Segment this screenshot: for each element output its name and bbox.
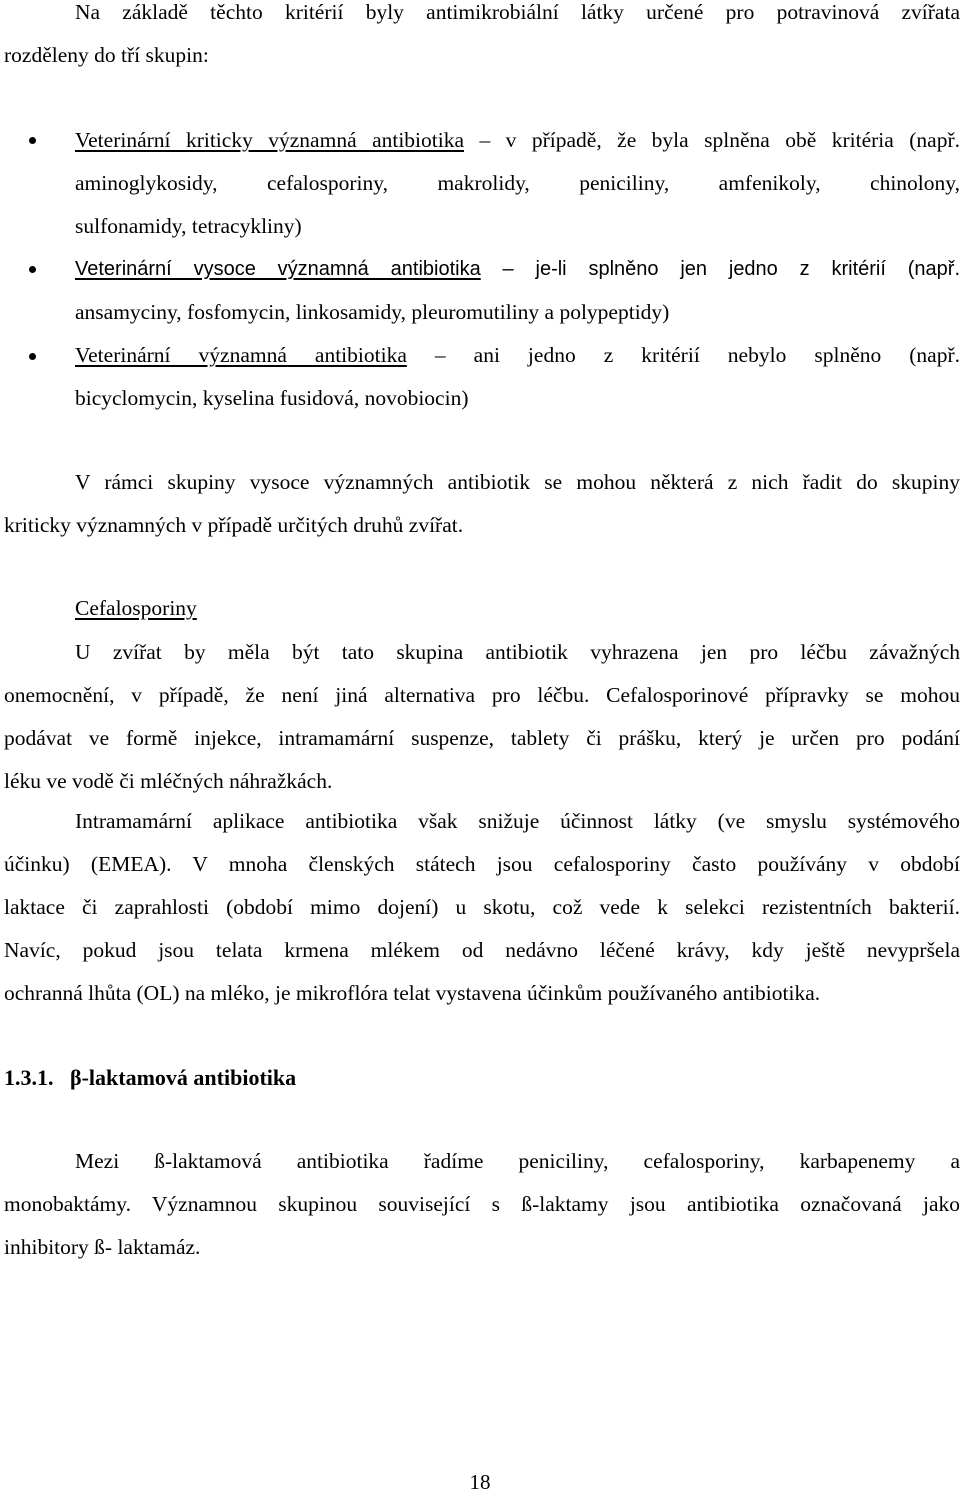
text-line: monobaktámy. Významnou skupinou související s ß-laktamy jsou antibiotika označovaná jako [4,1192,960,1216]
text-line: bicyclomycin, kyselina fusidová, novobiocin) [75,386,469,410]
text-line: aminoglykosidy, cefalosporiny, makrolidy, peniciliny, amfenikoly, chinolony, [75,171,960,195]
subheading-cefalosporiny [4,587,960,630]
text-line: účinku) (EMEA). V mnoha členských státech jsou cefalosporiny často používány v období [4,852,960,876]
text-fragment: – ani jedno z kritérií nebylo splněno (např. [406,343,960,367]
cefalosporiny-paragraph-2 [4,800,960,1015]
text-line: Na základě těchto kritérií byly antimikrobiální látky určené pro potravinová zvířata [75,0,960,24]
text-line: laktace či zaprahlosti (období mimo dojení) u skotu, což vede k selekci rezistentních bakterií. [4,895,960,919]
text-line [75,334,960,377]
text-line: kriticky významných v případě určitých druhů zvířat. [4,513,464,537]
section-number: 1.3.1. [4,1065,54,1090]
text-line: rozděleny do tří skupin: [4,43,209,67]
term: Veterinární vysoce významná antibiotika [75,258,481,280]
text-line: ochranná lhůta (OL) na mléko, je mikroflóra telat vystavena účinkům používaného antibiotika. [4,981,821,1005]
term: Veterinární kriticky významná antibiotika [75,128,465,152]
cefalosporiny-paragraph-1 [4,631,960,803]
text-line: Mezi ß-laktamová antibiotika řadíme peniciliny, cefalosporiny, karbapenemy a [75,1149,960,1173]
text-line: Intramamární aplikace antibiotika však snižuje účinnost látky (ve smyslu systémového [75,809,960,833]
list-item [75,119,960,248]
text-line: onemocnění, v případě, že není jiná alternativa pro léčbu. Cefalosporinové přípravky se mohou [4,683,960,707]
text-line: sulfonamidy, tetracykliny) [75,214,302,238]
page-number: 18 [469,1470,491,1494]
text-line [75,119,960,162]
bullet-icon [29,266,36,273]
bullet-icon [29,137,36,144]
text-line: ansamyciny, fosfomycin, linkosamidy, pleuromutiliny a polypeptidy) [75,300,670,324]
term: Veterinární významná antibiotika [75,343,407,367]
subheading-text: Cefalosporiny [75,596,197,620]
text-fragment: – v případě, že byla splněna obě kritéria (např. [464,128,960,152]
intro-paragraph [4,0,960,77]
beta-lactam-paragraph [4,1140,960,1269]
section-heading [4,1056,296,1099]
list-item [75,248,960,334]
text-line: U zvířat by měla být tato skupina antibiotik vyhrazena jen pro léčbu závažných [75,640,960,664]
text-line: Navíc, pokud jsou telata krmena mlékem od nedávno léčené krávy, kdy ještě nevypršela [4,938,960,962]
bullet-icon [29,353,36,360]
text-line: léku ve vodě či mléčných náhražkách. [4,769,333,793]
text-fragment: – je-li splněno jen jedno z kritérií (např. [480,258,960,280]
text-line: inhibitory ß- laktamáz. [4,1235,201,1259]
text-line: V rámci skupiny vysoce významných antibiotik se mohou některá z nich řadit do skupiny [75,470,960,494]
text-line: podávat ve formě injekce, intramamární suspenze, tablety či prášku, který je určen pro podání [4,726,960,750]
list-item [75,334,960,420]
section-title: β-laktamová antibiotika [70,1065,297,1090]
text-line [75,248,960,291]
groups-paragraph [4,461,960,547]
